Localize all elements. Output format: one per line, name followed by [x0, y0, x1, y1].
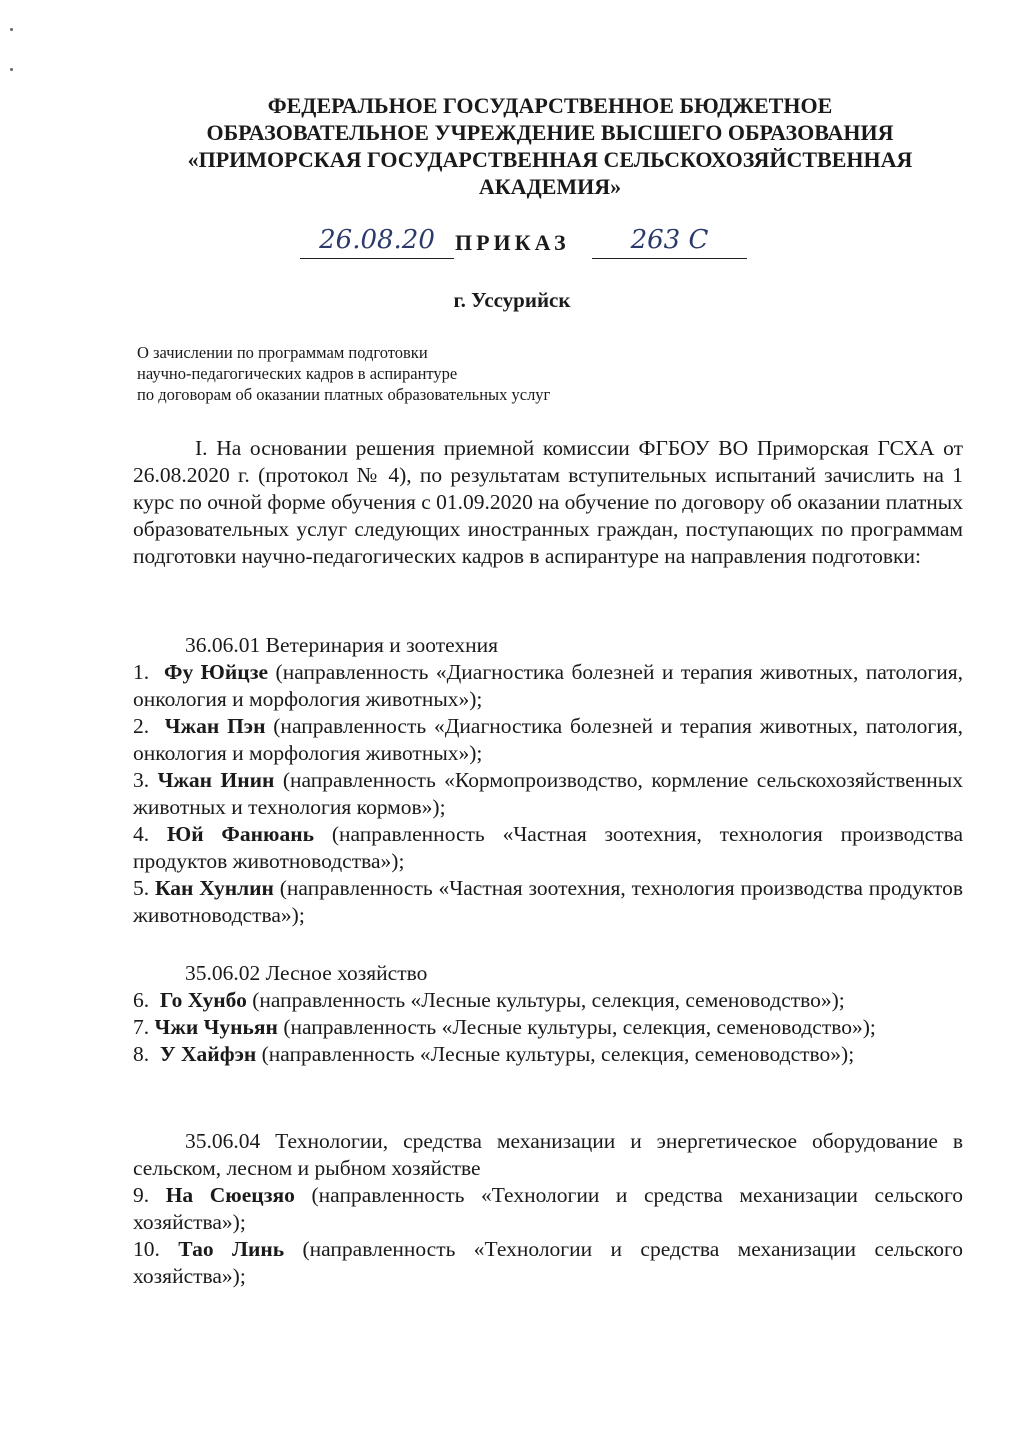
- item-text: (направленность «Диагностика болезней и терапия животных, патология, онкология и морфология животных»);: [133, 660, 964, 711]
- item-text: (направленность «Технологии и средства механизации сельского хозяйства»);: [133, 1237, 964, 1288]
- item-number: 1.: [133, 660, 150, 684]
- student-name: Юй Фанюань: [166, 822, 314, 846]
- specialty-title: 36.06.01 Ветеринария и зоотехния: [185, 633, 499, 657]
- item-number: 6.: [133, 988, 150, 1012]
- student-name: Го Хунбо: [159, 988, 247, 1012]
- student-name: У Хайфэн: [159, 1042, 257, 1066]
- scan-speck: [10, 28, 13, 31]
- item-number: 3.: [133, 768, 150, 792]
- specialty-title: 35.06.04 Технологии, средства механизации и энергетическое оборудование в сельском, лесном и рыбном хозяйстве: [133, 1129, 963, 1180]
- item-text: (направленность «Частная зоотехния, технология производства продуктов животноводства»);: [133, 822, 964, 873]
- list-item: [133, 875, 963, 929]
- order-title: ПРИКАЗ: [455, 230, 570, 255]
- item-number: 2.: [133, 714, 150, 738]
- specialty-section: [133, 632, 963, 929]
- scan-speck: [10, 68, 13, 71]
- header-line: «ПРИМОРСКАЯ ГОСУДАРСТВЕННАЯ СЕЛЬСКОХОЗЯЙСТВЕННАЯ: [187, 147, 913, 172]
- item-text: (направленность «Диагностика болезней и терапия животных, патология, онкология и морфология животных»);: [133, 714, 963, 765]
- list-item: [133, 1041, 963, 1068]
- item-number: 5.: [133, 876, 150, 900]
- list-item: [133, 1236, 963, 1290]
- student-name: Фу Юйцзе: [164, 660, 269, 684]
- item-number: 9.: [133, 1183, 150, 1207]
- list-item: [133, 1014, 963, 1041]
- handwritten-order-number: 263 С: [592, 222, 747, 259]
- item-text: (направленность «Технологии и средства механизации сельского хозяйства»);: [133, 1183, 964, 1234]
- subject-line: научно-педагогических кадров в аспирантуре: [137, 364, 458, 383]
- specialty-title: 35.06.02 Лесное хозяйство: [185, 961, 428, 985]
- header-line: ФЕДЕРАЛЬНОЕ ГОСУДАРСТВЕННОЕ БЮДЖЕТНОЕ: [267, 93, 833, 118]
- list-item: [133, 713, 963, 767]
- student-name: Чжи Чуньян: [154, 1015, 278, 1039]
- list-item: [133, 767, 963, 821]
- header-line: АКАДЕМИЯ»: [478, 174, 622, 199]
- order-subject: [137, 342, 737, 405]
- item-number: 7.: [133, 1015, 150, 1039]
- student-name: Кан Хунлин: [154, 876, 274, 900]
- list-item: [133, 659, 963, 713]
- item-text: (направленность «Лесные культуры, селекция, семеноводство»);: [246, 988, 845, 1012]
- student-name: Чжан Инин: [157, 768, 275, 792]
- specialty-section: [133, 1128, 963, 1290]
- specialty-section: [133, 960, 963, 1068]
- item-text: (направленность «Частная зоотехния, технология производства продуктов животноводства»);: [133, 876, 964, 927]
- subject-line: по договорам об оказании платных образовательных услуг: [137, 385, 551, 404]
- item-number: 10.: [133, 1237, 160, 1261]
- intro-paragraph: I. На основании решения приемной комиссии ФГБОУ ВО Приморская ГСХА от 26.08.2020 г. (протокол № 4), по результатам вступительных испытаний зачислить на 1 курс по очной форме обучения с 01.09.2020 на обучение по договору об оказании платных образовательных услуг следующих иностранных граждан, поступающих по программам подготовки научно-педагогических кадров в аспирантуре на направления подготовки:: [133, 436, 964, 568]
- item-text: (направленность «Кормопроизводство, кормление сельскохозяйственных животных и технология кормов»);: [133, 768, 963, 819]
- student-name: На Сюецзяо: [165, 1183, 295, 1207]
- subject-line: О зачислении по программам подготовки: [137, 343, 428, 362]
- handwritten-date: 26.08.20: [300, 222, 454, 259]
- student-name: Чжан Пэн: [164, 714, 266, 738]
- header-line: ОБРАЗОВАТЕЛЬНОЕ УЧРЕЖДЕНИЕ ВЫСШЕГО ОБРАЗОВАНИЯ: [206, 120, 894, 145]
- item-number: 4.: [133, 822, 150, 846]
- list-item: [133, 987, 963, 1014]
- student-name: Тао Линь: [178, 1237, 285, 1261]
- list-item: [133, 1182, 963, 1236]
- item-text: (направленность «Лесные культуры, селекция, семеноводство»);: [256, 1042, 855, 1066]
- city-line: г. Уссурийск: [453, 288, 571, 312]
- order-line: [0, 222, 1024, 262]
- item-number: 8.: [133, 1042, 150, 1066]
- list-item: [133, 821, 963, 875]
- institution-header: [100, 92, 1000, 200]
- item-text: (направленность «Лесные культуры, селекция, семеноводство»);: [277, 1015, 876, 1039]
